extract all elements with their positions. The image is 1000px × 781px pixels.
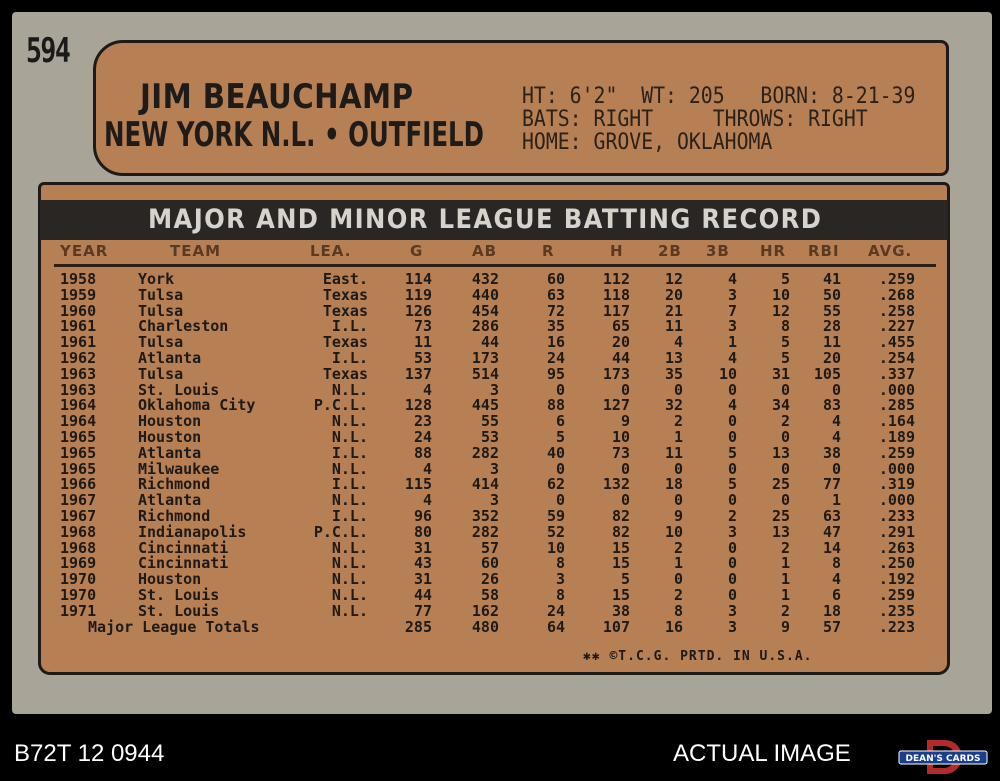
cell-h: 73 [611, 444, 630, 462]
cell-rbi: 77 [822, 475, 841, 493]
cell-r: 8 [555, 586, 565, 604]
column-header: G [410, 242, 424, 260]
cell-ab: 3 [489, 460, 499, 478]
cell-g: 115 [404, 475, 432, 493]
cell-team: Oklahoma City [138, 396, 256, 414]
cell-hr: 8 [780, 317, 790, 335]
cell-hr: 2 [780, 602, 790, 620]
cell-lea: N.L. [331, 570, 368, 588]
cell-t3b: 3 [727, 286, 737, 304]
cell-hr: 0 [780, 381, 790, 399]
cell-r: 95 [546, 365, 565, 383]
cell-d2b: 0 [673, 460, 683, 478]
cell-lea: I.L. [331, 507, 368, 525]
cell-year: 1962 [60, 349, 97, 367]
cell-lea: P.C.L. [313, 523, 368, 541]
cell-lea: N.L. [331, 554, 368, 572]
cell-avg: .258 [878, 302, 915, 320]
cell-hr: 10 [771, 286, 790, 304]
cell-year: 1964 [60, 396, 97, 414]
column-header: HR [760, 242, 787, 260]
cell-d2b: 1 [673, 554, 683, 572]
cell-d2b: 20 [664, 286, 683, 304]
cell-g: 31 [413, 539, 432, 557]
cell-ab: 286 [471, 317, 499, 335]
cell-year: 1961 [60, 333, 97, 351]
cell-d2b: 2 [673, 539, 683, 557]
team-position: NEW YORK N.L. • OUTFIELD [104, 115, 484, 155]
totals-ab: 480 [471, 618, 499, 636]
column-header: 2B [658, 242, 682, 260]
cell-rbi: 28 [822, 317, 841, 335]
cell-year: 1963 [60, 381, 97, 399]
logo-text: DEAN'S CARDS [905, 754, 981, 764]
cell-t3b: 0 [727, 570, 737, 588]
cell-ab: 60 [480, 554, 499, 572]
cell-avg: .319 [878, 475, 915, 493]
stats-title: MAJOR AND MINOR LEAGUE BATTING RECORD [148, 204, 823, 235]
cell-r: 24 [546, 349, 565, 367]
cell-g: 53 [413, 349, 432, 367]
column-header: R [542, 242, 555, 260]
deans-cards-logo [897, 738, 989, 776]
cell-team: York [138, 270, 175, 288]
cell-g: 4 [422, 491, 432, 509]
cell-team: Cincinnati [138, 554, 229, 572]
cell-t3b: 0 [727, 491, 737, 509]
bio-home: HOME: GROVE, OKLAHOMA [522, 130, 773, 155]
cell-rbi: 11 [822, 333, 841, 351]
totals-label: Major League Totals [88, 618, 260, 636]
column-header: LEA. [310, 242, 352, 260]
cell-lea: N.L. [331, 412, 368, 430]
totals-hr: 9 [780, 618, 790, 636]
bio-height-weight-born: HT: 6'2" WT: 205 BORN: 8-21-39 [522, 84, 916, 109]
cell-ab: 162 [471, 602, 499, 620]
cell-ab: 53 [480, 428, 499, 446]
cell-hr: 13 [771, 523, 790, 541]
cell-d2b: 0 [673, 381, 683, 399]
cell-rbi: 41 [822, 270, 841, 288]
cell-avg: .291 [878, 523, 915, 541]
cell-team: Atlanta [138, 349, 202, 367]
cell-h: 15 [611, 539, 630, 557]
column-header: AVG. [868, 242, 913, 260]
cell-avg: .254 [878, 349, 915, 367]
cell-lea: Texas [322, 333, 368, 351]
cell-g: 4 [422, 460, 432, 478]
cell-team: Cincinnati [138, 539, 229, 557]
cell-hr: 1 [780, 554, 790, 572]
cell-ab: 58 [480, 586, 499, 604]
cell-rbi: 63 [822, 507, 841, 525]
totals-d2b: 16 [664, 618, 683, 636]
cell-ab: 454 [471, 302, 499, 320]
cell-lea: East. [322, 270, 368, 288]
cell-t3b: 0 [727, 460, 737, 478]
cell-year: 1959 [60, 286, 97, 304]
cell-t3b: 1 [727, 333, 737, 351]
bio-bats-throws: BATS: RIGHT THROWS: RIGHT [522, 107, 868, 132]
cell-avg: .259 [878, 586, 915, 604]
cell-rbi: 0 [831, 381, 841, 399]
cell-hr: 1 [780, 586, 790, 604]
cell-h: 0 [620, 381, 630, 399]
cell-lea: P.C.L. [313, 396, 368, 414]
column-header: RBI [808, 242, 840, 260]
cell-lea: N.L. [331, 539, 368, 557]
cell-t3b: 0 [727, 554, 737, 572]
cell-r: 24 [546, 602, 565, 620]
cell-g: 128 [404, 396, 432, 414]
cell-rbi: 20 [822, 349, 841, 367]
cell-avg: .263 [878, 539, 915, 557]
cell-hr: 25 [771, 507, 790, 525]
column-header: H [610, 242, 624, 260]
cell-g: 119 [404, 286, 432, 304]
cell-r: 35 [546, 317, 565, 335]
cell-t3b: 5 [727, 444, 737, 462]
cell-hr: 5 [780, 333, 790, 351]
cell-t3b: 3 [727, 602, 737, 620]
cell-t3b: 4 [727, 270, 737, 288]
cell-team: Houston [138, 570, 202, 588]
cell-d2b: 4 [673, 333, 683, 351]
cell-t3b: 4 [727, 396, 737, 414]
cell-team: St. Louis [138, 381, 220, 399]
cell-h: 82 [611, 507, 630, 525]
cell-t3b: 3 [727, 523, 737, 541]
cell-ab: 57 [480, 539, 499, 557]
cell-r: 88 [546, 396, 565, 414]
cell-g: 23 [413, 412, 432, 430]
cell-d2b: 35 [664, 365, 683, 383]
cell-team: St. Louis [138, 586, 220, 604]
cell-team: Atlanta [138, 491, 202, 509]
cell-rbi: 55 [822, 302, 841, 320]
cell-ab: 445 [471, 396, 499, 414]
cell-avg: .189 [878, 428, 915, 446]
cell-hr: 1 [780, 570, 790, 588]
totals-g: 285 [404, 618, 432, 636]
cell-t3b: 0 [727, 586, 737, 604]
cell-t3b: 10 [718, 365, 737, 383]
cell-year: 1958 [60, 270, 97, 288]
cell-rbi: 14 [822, 539, 841, 557]
cell-year: 1965 [60, 428, 97, 446]
cell-r: 3 [555, 570, 565, 588]
column-header: YEAR [60, 242, 109, 260]
cell-t3b: 3 [727, 317, 737, 335]
cell-d2b: 10 [664, 523, 683, 541]
cell-lea: I.L. [331, 317, 368, 335]
cell-avg: .259 [878, 444, 915, 462]
cell-team: Tulsa [138, 302, 184, 320]
cell-r: 62 [546, 475, 565, 493]
cell-rbi: 0 [831, 460, 841, 478]
cell-ab: 514 [471, 365, 499, 383]
cell-t3b: 7 [727, 302, 737, 320]
cell-d2b: 1 [673, 428, 683, 446]
cell-t3b: 0 [727, 381, 737, 399]
cell-rbi: 105 [813, 365, 841, 383]
cell-g: 88 [413, 444, 432, 462]
cell-d2b: 11 [664, 444, 683, 462]
cell-h: 173 [602, 365, 630, 383]
totals-h: 107 [602, 618, 630, 636]
cell-team: St. Louis [138, 602, 220, 620]
cell-team: Indianapolis [138, 523, 247, 541]
cell-hr: 13 [771, 444, 790, 462]
cell-g: 11 [413, 333, 432, 351]
cell-h: 10 [611, 428, 630, 446]
cell-lea: I.L. [331, 444, 368, 462]
cell-rbi: 4 [831, 570, 841, 588]
cell-r: 10 [546, 539, 565, 557]
cell-ab: 173 [471, 349, 499, 367]
cell-d2b: 2 [673, 586, 683, 604]
cell-avg: .337 [878, 365, 915, 383]
cell-year: 1970 [60, 586, 97, 604]
cell-d2b: 12 [664, 270, 683, 288]
cell-lea: N.L. [331, 602, 368, 620]
cell-r: 0 [555, 381, 565, 399]
cell-avg: .000 [878, 381, 915, 399]
cell-team: Tulsa [138, 365, 184, 383]
player-name: JIM BEAUCHAMP [140, 77, 414, 117]
cell-ab: 55 [480, 412, 499, 430]
cell-avg: .250 [878, 554, 915, 572]
column-header: 3B [706, 242, 730, 260]
cell-avg: .227 [878, 317, 915, 335]
cell-hr: 2 [780, 412, 790, 430]
cell-team: Richmond [138, 475, 211, 493]
cell-avg: .235 [878, 602, 915, 620]
cell-avg: .455 [878, 333, 915, 351]
cell-hr: 25 [771, 475, 790, 493]
cell-lea: Texas [322, 365, 368, 383]
cell-year: 1965 [60, 460, 97, 478]
cell-team: Charleston [138, 317, 229, 335]
cell-g: 31 [413, 570, 432, 588]
totals-avg: .223 [878, 618, 915, 636]
cell-team: Richmond [138, 507, 211, 525]
cell-h: 15 [611, 554, 630, 572]
cell-lea: N.L. [331, 428, 368, 446]
cell-lea: I.L. [331, 349, 368, 367]
cell-avg: .000 [878, 491, 915, 509]
cell-h: 118 [602, 286, 630, 304]
cell-d2b: 0 [673, 491, 683, 509]
cell-lea: I.L. [331, 475, 368, 493]
cell-ab: 44 [480, 333, 499, 351]
inventory-code: B72T 12 0944 [14, 740, 165, 767]
cell-r: 59 [546, 507, 565, 525]
cell-hr: 2 [780, 539, 790, 557]
cell-h: 9 [620, 412, 630, 430]
cell-avg: .164 [878, 412, 915, 430]
cell-r: 52 [546, 523, 565, 541]
cell-rbi: 4 [831, 428, 841, 446]
cell-g: 4 [422, 381, 432, 399]
cell-h: 65 [611, 317, 630, 335]
cell-h: 38 [611, 602, 630, 620]
cell-year: 1968 [60, 539, 97, 557]
cell-year: 1967 [60, 507, 97, 525]
cell-hr: 0 [780, 491, 790, 509]
cell-avg: .285 [878, 396, 915, 414]
copyright-footer: ✱✱ ©T.C.G. PRTD. IN U.S.A. [583, 649, 813, 664]
cell-lea: N.L. [331, 381, 368, 399]
cell-rbi: 38 [822, 444, 841, 462]
cell-d2b: 9 [673, 507, 683, 525]
cell-h: 127 [602, 396, 630, 414]
cell-h: 5 [620, 570, 630, 588]
cell-lea: N.L. [331, 586, 368, 604]
cell-ab: 282 [471, 523, 499, 541]
cell-year: 1966 [60, 475, 97, 493]
cell-d2b: 2 [673, 412, 683, 430]
cell-year: 1970 [60, 570, 97, 588]
cell-rbi: 47 [822, 523, 841, 541]
cell-rbi: 83 [822, 396, 841, 414]
cell-t3b: 4 [727, 349, 737, 367]
cell-team: Houston [138, 428, 202, 446]
column-header: TEAM [170, 242, 222, 260]
cell-g: 137 [404, 365, 432, 383]
cell-avg: .192 [878, 570, 915, 588]
cell-g: 114 [404, 270, 432, 288]
cell-hr: 5 [780, 270, 790, 288]
cell-ab: 3 [489, 491, 499, 509]
cell-year: 1965 [60, 444, 97, 462]
cell-r: 63 [546, 286, 565, 304]
cell-rbi: 4 [831, 412, 841, 430]
cell-g: 96 [413, 507, 432, 525]
card-number: 594 [26, 31, 70, 71]
cell-team: Houston [138, 412, 202, 430]
cell-h: 112 [602, 270, 630, 288]
cell-hr: 12 [771, 302, 790, 320]
cell-rbi: 18 [822, 602, 841, 620]
cell-h: 82 [611, 523, 630, 541]
cell-r: 0 [555, 491, 565, 509]
cell-g: 43 [413, 554, 432, 572]
cell-r: 5 [555, 428, 565, 446]
totals-rbi: 57 [822, 618, 841, 636]
cell-rbi: 6 [831, 586, 841, 604]
cell-hr: 31 [771, 365, 790, 383]
cell-year: 1967 [60, 491, 97, 509]
cell-year: 1964 [60, 412, 97, 430]
cell-r: 6 [555, 412, 565, 430]
cell-team: Atlanta [138, 444, 202, 462]
cell-team: Tulsa [138, 333, 184, 351]
cell-t3b: 2 [727, 507, 737, 525]
cell-ab: 432 [471, 270, 499, 288]
totals-r: 64 [546, 618, 565, 636]
cell-rbi: 50 [822, 286, 841, 304]
cell-lea: Texas [322, 302, 368, 320]
cell-r: 72 [546, 302, 565, 320]
cell-r: 16 [546, 333, 565, 351]
cell-hr: 5 [780, 349, 790, 367]
cell-hr: 34 [771, 396, 790, 414]
cell-lea: Texas [322, 286, 368, 304]
cell-ab: 3 [489, 381, 499, 399]
cell-t3b: 0 [727, 539, 737, 557]
cell-d2b: 32 [664, 396, 683, 414]
cell-year: 1969 [60, 554, 97, 572]
cell-h: 15 [611, 586, 630, 604]
cell-year: 1961 [60, 317, 97, 335]
cell-g: 77 [413, 602, 432, 620]
cell-d2b: 21 [664, 302, 683, 320]
cell-t3b: 0 [727, 412, 737, 430]
totals-t3b: 3 [727, 618, 737, 636]
cell-t3b: 0 [727, 428, 737, 446]
cell-rbi: 8 [831, 554, 841, 572]
cell-lea: N.L. [331, 491, 368, 509]
cell-h: 44 [611, 349, 630, 367]
cell-g: 80 [413, 523, 432, 541]
cell-g: 24 [413, 428, 432, 446]
cell-r: 40 [546, 444, 565, 462]
cell-ab: 414 [471, 475, 499, 493]
cell-ab: 282 [471, 444, 499, 462]
cell-h: 132 [602, 475, 630, 493]
cell-d2b: 11 [664, 317, 683, 335]
cell-r: 60 [546, 270, 565, 288]
cell-rbi: 1 [831, 491, 841, 509]
cell-year: 1960 [60, 302, 97, 320]
cell-team: Milwaukee [138, 460, 220, 478]
cell-avg: .259 [878, 270, 915, 288]
cell-d2b: 18 [664, 475, 683, 493]
cell-h: 20 [611, 333, 630, 351]
cell-h: 117 [602, 302, 630, 320]
cell-hr: 0 [780, 428, 790, 446]
cell-d2b: 0 [673, 570, 683, 588]
cell-hr: 0 [780, 460, 790, 478]
cell-year: 1968 [60, 523, 97, 541]
cell-d2b: 13 [664, 349, 683, 367]
cell-r: 0 [555, 460, 565, 478]
cell-r: 8 [555, 554, 565, 572]
actual-image-label: ACTUAL IMAGE [673, 740, 851, 767]
cell-h: 0 [620, 491, 630, 509]
cell-g: 44 [413, 586, 432, 604]
cell-lea: N.L. [331, 460, 368, 478]
cell-ab: 440 [471, 286, 499, 304]
header-divider [54, 264, 936, 267]
cell-ab: 352 [471, 507, 499, 525]
cell-team: Tulsa [138, 286, 184, 304]
cell-g: 126 [404, 302, 432, 320]
column-header: AB [472, 242, 498, 260]
cell-avg: .268 [878, 286, 915, 304]
cell-g: 73 [413, 317, 432, 335]
cell-h: 0 [620, 460, 630, 478]
cell-avg: .000 [878, 460, 915, 478]
cell-avg: .233 [878, 507, 915, 525]
cell-year: 1971 [60, 602, 97, 620]
cell-ab: 26 [480, 570, 499, 588]
cell-d2b: 8 [673, 602, 683, 620]
cell-year: 1963 [60, 365, 97, 383]
cell-t3b: 5 [727, 475, 737, 493]
